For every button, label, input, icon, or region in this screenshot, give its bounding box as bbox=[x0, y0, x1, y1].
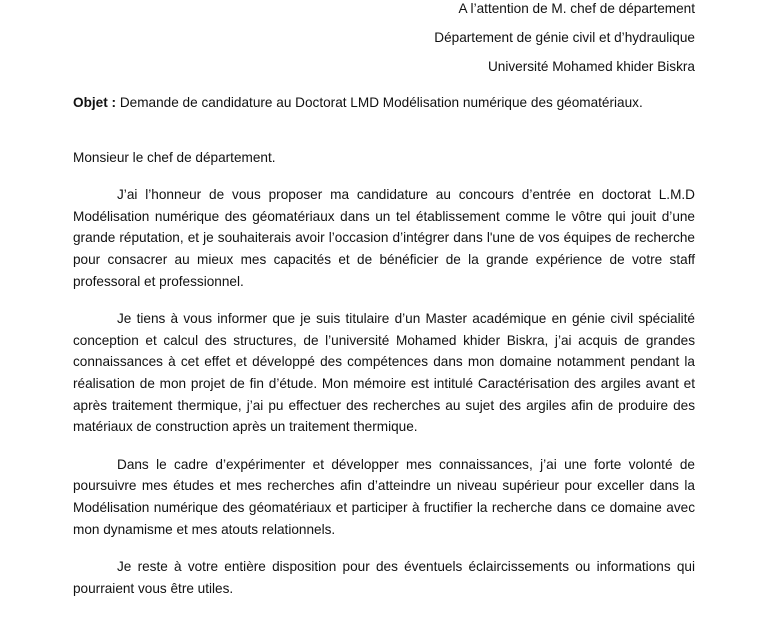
address-line-attention: A l’attention de M. chef de département bbox=[458, 1, 695, 16]
subject-text: Demande de candidature au Doctorat LMD Modélisation numérique des géomatériaux. bbox=[116, 95, 643, 110]
paragraph-closing: Je reste à votre entière disposition pour des éventuels éclaircissements ou informations qui pourraient vous être utiles. bbox=[73, 559, 695, 596]
paragraph-candidature: J’ai l’honneur de vous proposer ma candidature au concours d’entrée en doctorat L.M.D Modélisation numérique des géomatériaux dans un tel établissement comme le vôtre qui jouit d’une grande réputation, et je souhaiterais avoir l’occasion d’intégrer dans l'une de vos équipes de recherche pour consacrer au mieux mes capacités et de bénéficier de la grande expérience de votre staff professoral et professionnel. bbox=[73, 187, 695, 289]
subject-label: Objet : bbox=[73, 95, 117, 110]
paragraph-qualifications: Je tiens à vous informer que je suis titulaire d’un Master académique en génie civil spécialité conception et calcul des structures, de l’université Mohamed khider Biskra, j’ai acquis de grandes connaissances à cet effet et développé des compétences dans mon domaine notamment pendant la réalisation de mon projet de fin d’étude. Mon mémoire est intitulé Caractérisation des argiles avant et après traitement thermique, j’ai pu effectuer des recherches au sujet des argiles afin de produire des matériaux de construction après un traitement thermique. bbox=[73, 311, 695, 435]
recipient-address bbox=[73, 0, 695, 81]
address-line-university: Université Mohamed khider Biskra bbox=[487, 59, 695, 74]
letter-page bbox=[73, 0, 695, 599]
subject-line bbox=[73, 92, 695, 114]
address-line-department: Département de génie civil et d’hydraulique bbox=[434, 30, 695, 45]
paragraph-motivation: Dans le cadre d’expérimenter et développer mes connaissances, j’ai une forte volonté de poursuivre mes études et mes recherches afin d’atteindre un niveau supérieur pour exceller dans la Modélisation numérique des géomatériaux et participer à fructifier la recherche dans ce domaine avec mon dynamisme et mes atouts relationnels. bbox=[73, 456, 695, 537]
salutation: Monsieur le chef de département. bbox=[73, 149, 276, 165]
